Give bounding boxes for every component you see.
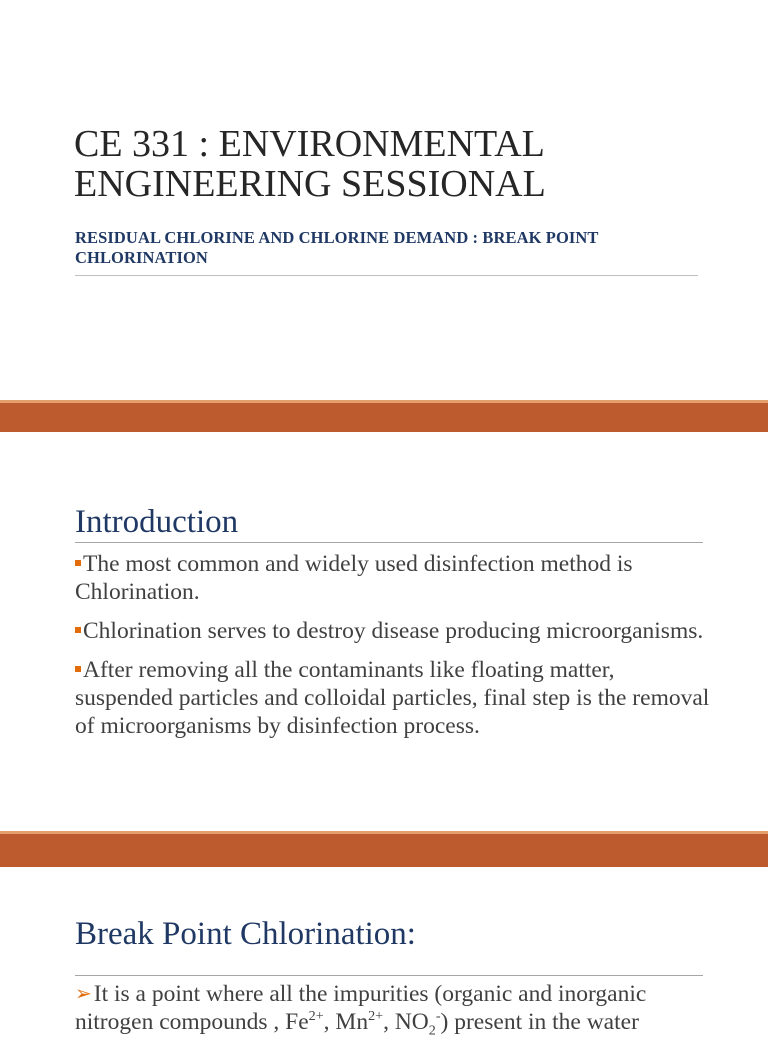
- list-item: [75, 550, 715, 606]
- bullet-text: The most common and widely used disinfection method is Chlorination.: [75, 551, 633, 605]
- no-text: , NO: [383, 1009, 429, 1035]
- mn-text: , Mn: [323, 1009, 369, 1035]
- no-charge: -: [435, 1008, 441, 1025]
- square-bullet-icon: [75, 666, 81, 672]
- bullet-text-end: ) present in the water: [440, 1009, 639, 1035]
- heading-divider: [75, 975, 703, 976]
- bullet-text: After removing all the contaminants like floating matter, suspended particles and colloidal particles, final step is the removal of microorganisms by disinfection process.: [75, 657, 710, 739]
- course-title: CE 331 : ENVIRONMENTAL ENGINEERING SESSIONAL: [74, 123, 546, 205]
- title-slide: [0, 0, 768, 400]
- introduction-bullets: [75, 550, 715, 751]
- heading-divider: [75, 542, 703, 543]
- no-subscript: 2: [428, 1022, 436, 1039]
- break-point-heading: Break Point Chlorination:: [75, 916, 416, 952]
- bullet-text: Chlorination serves to destroy disease producing microorganisms.: [83, 618, 704, 644]
- list-item: [75, 617, 715, 645]
- square-bullet-icon: [75, 627, 81, 633]
- title-divider: [75, 275, 698, 276]
- arrow-bullet-icon: ➢: [75, 981, 92, 1005]
- bullet-text-continued: nitrogen compounds , Fe: [75, 1009, 309, 1035]
- bullet-text: It is a point where all the impurities (organic and inorganic: [93, 981, 647, 1007]
- mn-charge: 2+: [368, 1008, 384, 1025]
- introduction-slide: [0, 432, 768, 831]
- break-point-bullets: [75, 979, 735, 1047]
- slide-subtitle: RESIDUAL CHLORINE AND CHLORINE DEMAND : BREAK POINT CHLORINATION: [75, 228, 599, 267]
- fe-charge: 2+: [308, 1008, 324, 1025]
- list-item: [75, 656, 715, 740]
- square-bullet-icon: [75, 560, 81, 566]
- introduction-heading: Introduction: [75, 504, 239, 540]
- list-item: [75, 979, 735, 1039]
- break-point-slide: [0, 867, 768, 1039]
